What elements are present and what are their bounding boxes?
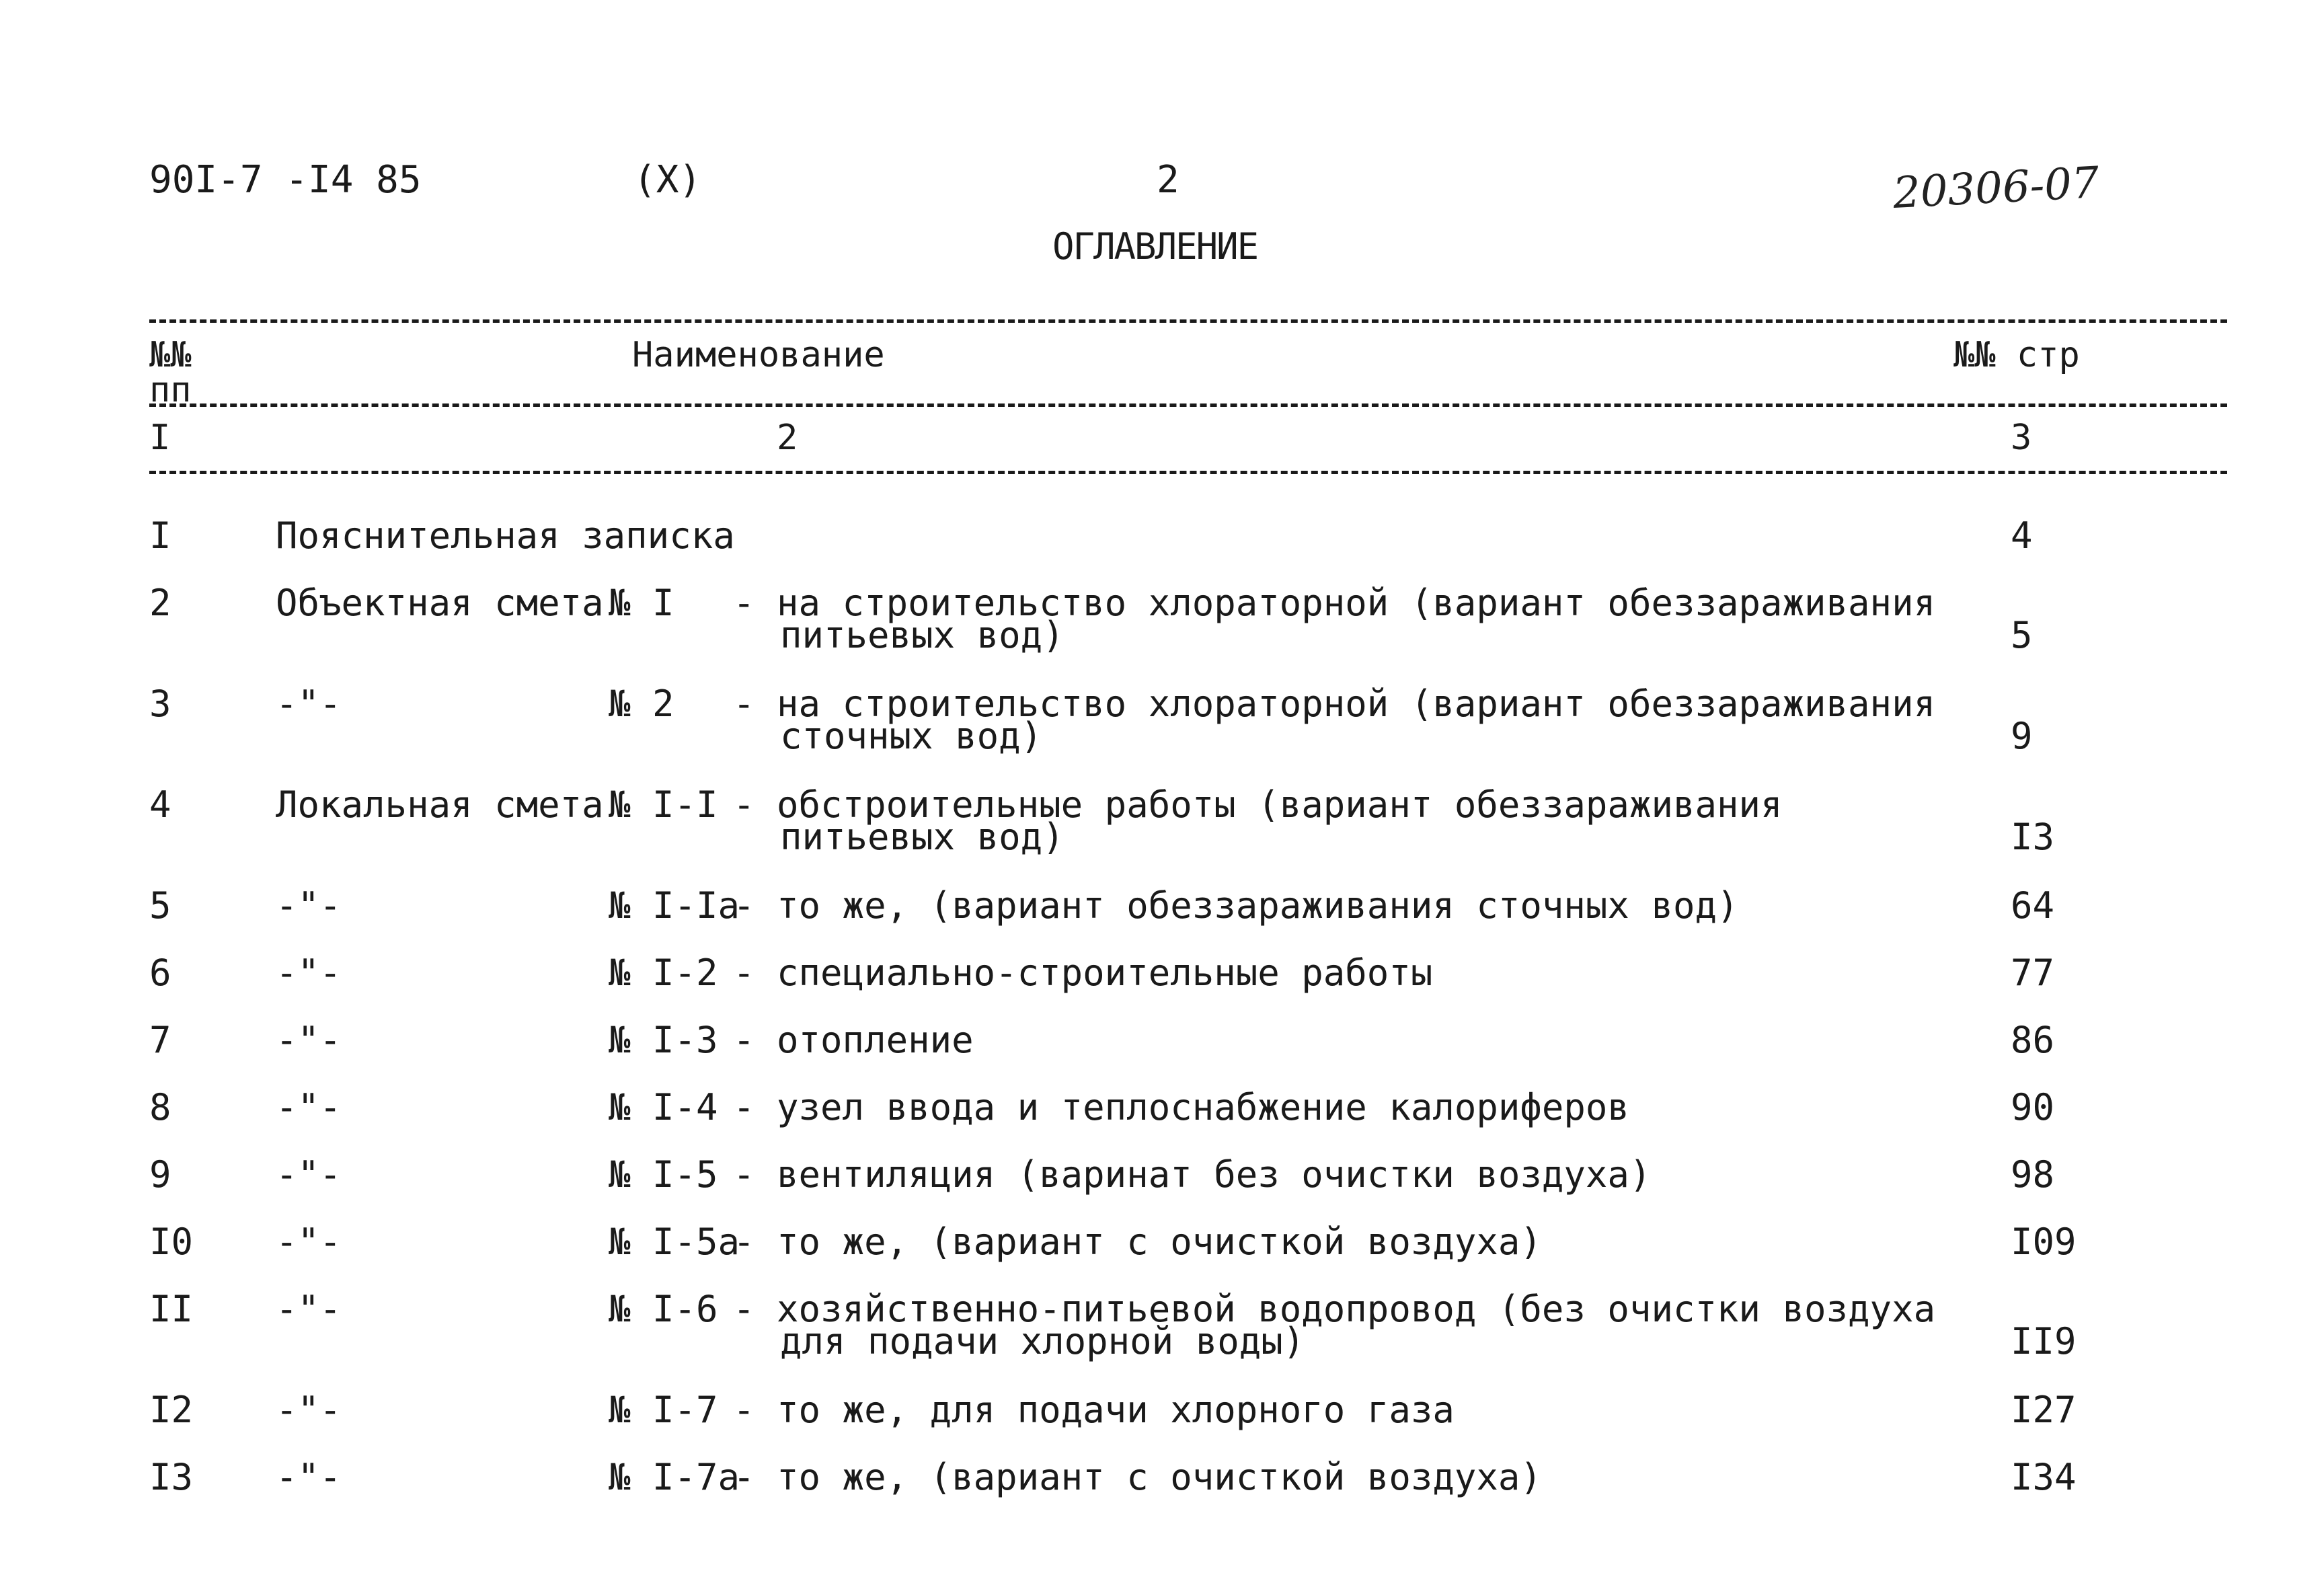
row-document-type: -"- (276, 884, 342, 927)
col2-index: 2 (777, 418, 798, 458)
row-number: II (149, 1288, 194, 1330)
row-description: - хозяйственно-питьевой водопровод (без очистки воздуха (733, 1288, 1936, 1330)
row-description: - обстроительные работы (вариант обеззараживания (733, 783, 1783, 826)
row-page-number: I3 (2011, 816, 2055, 858)
row-document-type: Локальная смета (276, 783, 604, 826)
row-description: - отопление (733, 1019, 974, 1061)
row-number: I0 (149, 1221, 194, 1263)
col1-label-line2: пп (149, 370, 192, 410)
row-page-number: 98 (2011, 1153, 2055, 1196)
row-estimate-number: № I-2 (609, 952, 718, 994)
row-page-number: 9 (2011, 715, 2033, 757)
divider-header (149, 403, 2227, 407)
row-document-type: -"- (276, 1019, 342, 1061)
row-estimate-number: № I-5а (609, 1221, 740, 1263)
row-number: 5 (149, 884, 171, 927)
row-document-type: -"- (276, 1153, 342, 1196)
row-description-continuation: питьевых вод) (780, 816, 1064, 858)
row-number: 6 (149, 952, 171, 994)
row-number: 7 (149, 1019, 171, 1061)
page-title: ОГЛАВЛЕНИЕ (1052, 225, 1258, 268)
row-estimate-number: № 2 (609, 683, 674, 725)
row-page-number: 4 (2011, 514, 2033, 557)
row-document-type: -"- (276, 1288, 342, 1330)
row-description-continuation: для подачи хлорной воды) (780, 1320, 1305, 1362)
row-description: - узел ввода и теплоснабжение калориферов (733, 1086, 1629, 1128)
row-number: 2 (149, 582, 171, 624)
row-page-number: 77 (2011, 952, 2055, 994)
row-estimate-number: № I-4 (609, 1086, 718, 1128)
row-description: - то же, (вариант обеззараживания сточных вод) (733, 884, 1739, 927)
row-page-number: I09 (2011, 1221, 2077, 1263)
row-number: 3 (149, 683, 171, 725)
row-description-continuation: сточных вод) (780, 715, 1043, 757)
row-estimate-number: № I-5 (609, 1153, 718, 1196)
row-description: - вентиляция (варинат без очистки воздуха) (733, 1153, 1652, 1196)
row-document-type: -"- (276, 1389, 342, 1431)
row-estimate-number: № I-I (609, 783, 718, 826)
row-estimate-number: № I-3 (609, 1019, 718, 1061)
col1-index: I (149, 418, 171, 458)
row-description-continuation: питьевых вод) (780, 614, 1064, 656)
row-page-number: II9 (2011, 1320, 2077, 1362)
row-page-number: I27 (2011, 1389, 2077, 1431)
row-description: - то же, для подачи хлорного газа (733, 1389, 1455, 1431)
row-document-type: -"- (276, 1086, 342, 1128)
row-page-number: 5 (2011, 614, 2033, 656)
row-estimate-number: № I-Iа (609, 884, 740, 927)
row-description: - то же, (вариант с очисткой воздуха) (733, 1456, 1542, 1498)
row-number: 4 (149, 783, 171, 826)
divider-top (149, 319, 2227, 323)
row-page-number: 86 (2011, 1019, 2055, 1061)
col3-label: №№ стр (1953, 335, 2080, 375)
col3-index: 3 (2011, 418, 2032, 458)
row-description: - специально-строительные работы (733, 952, 1433, 994)
album-label: (X) (633, 158, 702, 202)
row-description: - на строительство хлораторной (вариант обеззараживания (733, 582, 1936, 624)
page-number: 2 (1157, 158, 1179, 202)
col1-label: №№ (149, 335, 192, 375)
row-number: I3 (149, 1456, 194, 1498)
row-estimate-number: № I-7а (609, 1456, 740, 1498)
row-document-type: -"- (276, 1221, 342, 1263)
row-number: 8 (149, 1086, 171, 1128)
row-document-type: Объектная смета (276, 582, 604, 624)
row-estimate-number: № I-7 (609, 1389, 718, 1431)
row-number: I (149, 514, 171, 557)
row-number: 9 (149, 1153, 171, 1196)
row-page-number: 90 (2011, 1086, 2055, 1128)
row-number: I2 (149, 1389, 194, 1431)
row-page-number: I34 (2011, 1456, 2077, 1498)
divider-index (149, 471, 2227, 474)
row-document-type: -"- (276, 1456, 342, 1498)
handwritten-number: 20306-07 (1892, 158, 2101, 219)
row-page-number: 64 (2011, 884, 2055, 927)
row-estimate-number: № I-6 (609, 1288, 718, 1330)
row-document-type: Пояснительная записка (276, 514, 735, 557)
row-estimate-number: № I (609, 582, 674, 624)
document-code: 90I-7 -I4 85 (149, 158, 422, 202)
row-document-type: -"- (276, 683, 342, 725)
row-description: - то же, (вариант с очисткой воздуха) (733, 1221, 1542, 1263)
col2-label: Наименование (632, 335, 885, 375)
row-document-type: -"- (276, 952, 342, 994)
row-description: - на строительство хлораторной (вариант обеззараживания (733, 683, 1936, 725)
